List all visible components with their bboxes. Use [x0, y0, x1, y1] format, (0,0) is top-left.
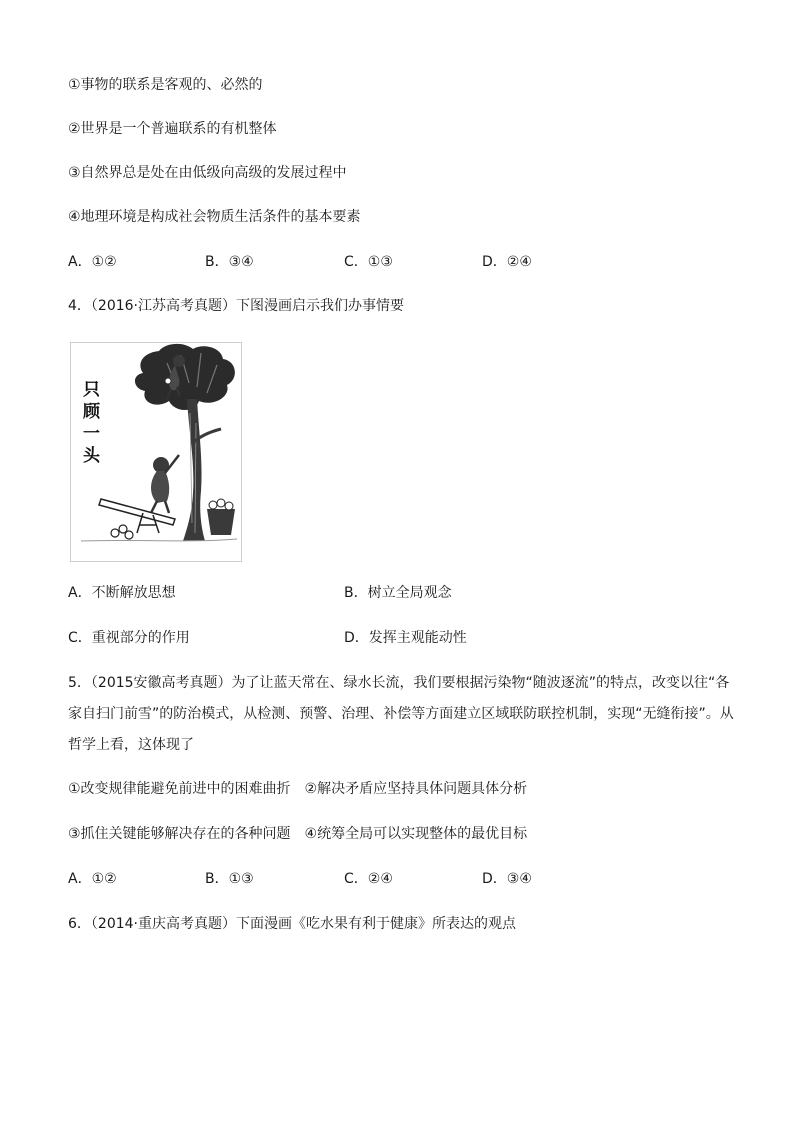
q3-statement-2: ②世界是一个普遍联系的有机整体 [68, 121, 277, 137]
q4-option-c: C．重视部分的作用 [68, 630, 190, 646]
q3-statement-1: ①事物的联系是客观的、必然的 [68, 77, 263, 93]
q3-statement-4: ④地理环境是构成社会物质生活条件的基本要素 [68, 209, 361, 225]
q4-cartoon [70, 342, 242, 562]
caption-char-2: 顾 [83, 402, 100, 422]
q4-stem: 4．（2016·江苏高考真题）下图漫画启示我们办事情要 [68, 298, 404, 314]
q5-stem-line-3: 哲学上看，这体现了 [68, 737, 194, 753]
q5-option-b: B．①③ [205, 871, 254, 887]
q6-stem: 6．（2014·重庆高考真题）下面漫画《吃水果有利于健康》所表达的观点 [68, 916, 516, 932]
q5-stem-line-1: 5．（2015安徽高考真题）为了让蓝天常在、绿水长流，我们要根据污染物“随波逐流”的特点，改变以往“各 [68, 675, 730, 691]
q3-option-a: A．①② [68, 254, 117, 270]
q5-option-a: A．①② [68, 871, 117, 887]
q3-option-d: D．②④ [482, 254, 532, 270]
fallen-fruit [111, 525, 133, 539]
monkey-on-plank [151, 455, 179, 513]
seesaw-plank [99, 499, 175, 533]
ground-line [81, 539, 237, 541]
q3-option-b: B．③④ [205, 254, 254, 270]
fruit-basket [207, 499, 235, 535]
q5-statements-1: ①改变规律能避免前进中的困难曲折 ②解决矛盾应坚持具体问题具体分析 [68, 781, 528, 797]
q4-option-b: B．树立全局观念 [344, 585, 452, 601]
caption-char-4: 头 [83, 446, 100, 466]
q4-option-d: D．发挥主观能动性 [344, 630, 467, 646]
q5-statements-2: ③抓住关键能够解决存在的各种问题 ④统筹全局可以实现整体的最优目标 [68, 826, 528, 842]
q5-stem-line-2: 家自扫门前雪”的防治模式，从检测、预警、治理、补偿等方面建立区域联防联控机制，实现“无缝衔接”。从 [68, 706, 734, 722]
q3-statement-3: ③自然界总是处在由低级向高级的发展过程中 [68, 165, 347, 181]
caption-char-1: 只 [83, 380, 100, 400]
q5-option-d: D．③④ [482, 871, 532, 887]
tree-canopy [135, 344, 235, 410]
q3-option-c: C．①③ [344, 254, 393, 270]
caption-char-3: 一 [83, 424, 100, 444]
q5-option-c: C．②④ [344, 871, 393, 887]
q4-option-a: A．不断解放思想 [68, 585, 176, 601]
cartoon-drawing [71, 343, 241, 561]
